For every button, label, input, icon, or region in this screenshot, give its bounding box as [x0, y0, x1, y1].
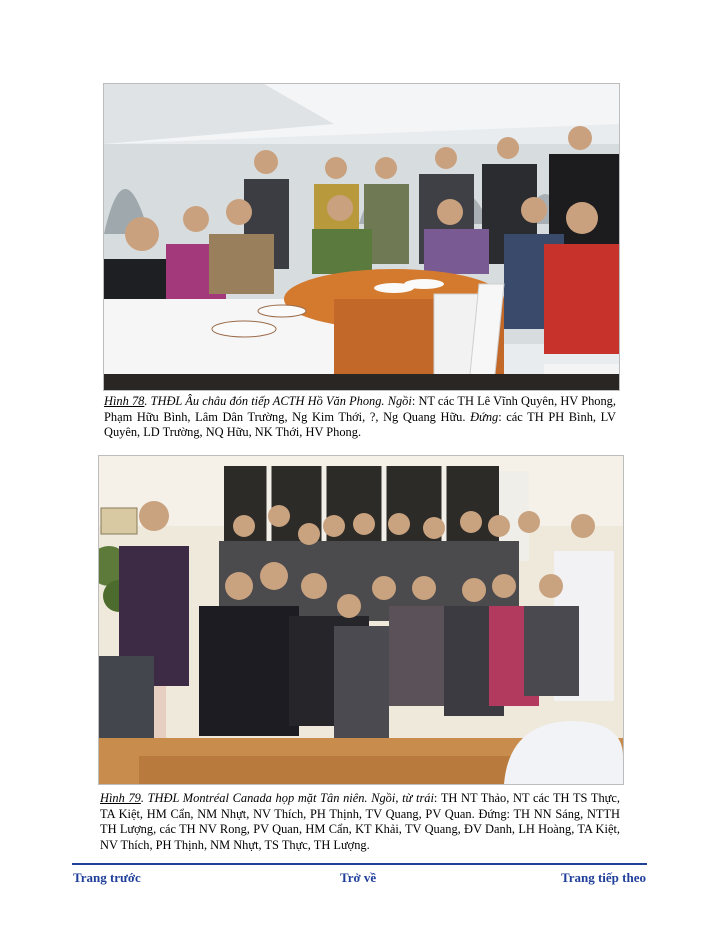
seated-names: : TH NT Thảo, NT các TH TS Thực, TA Kiệt, HM Cẩn, NM Nhựt, NV Thích, PH Thịnh, TV Quang, PV Quan. [100, 791, 620, 821]
figure-label: Hình 79 [100, 791, 141, 805]
figure-title: . THĐL Montréal Canada họp mặt Tân niên. [140, 791, 368, 805]
standing-names: : các TH PH Bình, LV Quyên, LD Trường, NQ Hữu, NK Thới, HV Phong. [104, 409, 616, 439]
previous-page-link[interactable]: Trang trước [73, 870, 141, 885]
back-link[interactable]: Trở về [340, 870, 377, 885]
photo-group-living-room [98, 455, 624, 785]
seated-label: Ngồi, từ trái [371, 791, 434, 805]
seated-label: Ngồi [387, 394, 412, 408]
seated-names: : NT các TH Lê Vĩnh Quyên, HV Phong, Phạm Hữu Bình, Lâm Dân Trường, Ng Kim Thới, ?, Ng Quang Hữu. [104, 394, 616, 424]
footer-divider [72, 863, 647, 865]
standing-names: Đứng: TH NN Sáng, NTTH TH Lượng, các TH NV Rong, PV Quan, HM Cẩn, KT Khải, TV Quang, ĐV Danh, LH Hoàng, TA Kiệt, NV Thích, PH Thịnh, NM Nhựt, TS Thực, TH Lượng. [100, 806, 620, 852]
figure-title: . THĐL Âu châu đón tiếp ACTH Hồ Văn Phong. [144, 394, 385, 408]
standing-label: Đứng [470, 409, 499, 424]
caption-figure-79 [100, 791, 620, 853]
next-page-link[interactable]: Trang tiếp theo [561, 870, 646, 885]
figure-label: Hình 78 [104, 394, 145, 408]
caption-figure-78 [104, 394, 616, 441]
photo-group-tent [103, 83, 620, 391]
